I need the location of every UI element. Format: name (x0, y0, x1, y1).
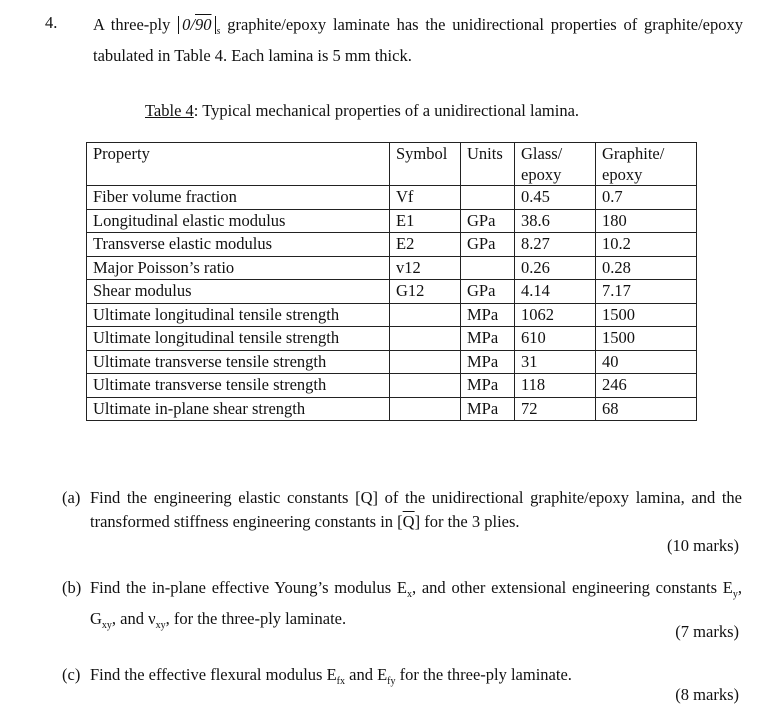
cell-symbol: G12 (390, 280, 461, 304)
part-c-text-3: for the three-ply laminate. (395, 665, 572, 684)
header-units: Units (461, 143, 515, 186)
header-graphite-epoxy (596, 143, 697, 186)
part-c-marks: (8 marks) (675, 685, 739, 704)
cell-glass: 8.27 (515, 233, 596, 257)
part-a-label: (a) (62, 488, 81, 507)
cell-property: Shear modulus (87, 280, 390, 304)
cell-units: MPa (461, 374, 515, 398)
cell-units (461, 186, 515, 210)
cell-glass: 1062 (515, 303, 596, 327)
part-b-text-1: Find the in-plane effective Young’s modulus E (90, 578, 407, 597)
header-glass-line2: epoxy (521, 165, 562, 184)
part-a-text-after: ] for the 3 plies. (414, 512, 520, 531)
table-row (87, 280, 697, 304)
cell-units: MPa (461, 350, 515, 374)
layup-subscript: s (216, 26, 221, 37)
header-property: Property (87, 143, 390, 186)
table-caption-label: Table 4 (145, 101, 194, 120)
cell-property: Fiber volume fraction (87, 186, 390, 210)
cell-property: Transverse elastic modulus (87, 233, 390, 257)
cell-property: Ultimate longitudinal tensile strength (87, 327, 390, 351)
cell-units (461, 256, 515, 280)
part-c-sub-1: fx (336, 676, 346, 687)
layup-plies: 0/90 (182, 15, 212, 34)
part-b-sub-4: xy (155, 620, 166, 631)
part-b-sub-2: y (732, 589, 738, 600)
cell-glass: 0.26 (515, 256, 596, 280)
cell-property: Ultimate in-plane shear strength (87, 397, 390, 421)
table-row (87, 303, 697, 327)
table-row (87, 209, 697, 233)
cell-graphite: 40 (596, 350, 697, 374)
cell-symbol: v12 (390, 256, 461, 280)
table-caption (145, 101, 579, 121)
cell-glass: 72 (515, 397, 596, 421)
part-b-marks: (7 marks) (675, 622, 739, 641)
table-row (87, 397, 697, 421)
cell-symbol (390, 327, 461, 351)
cell-units: GPa (461, 233, 515, 257)
part-c-label: (c) (62, 665, 81, 684)
part-b-label: (b) (62, 578, 82, 597)
cell-glass: 31 (515, 350, 596, 374)
part-b-text-2: , and other extensional engineering constants E (411, 578, 733, 597)
cell-symbol (390, 350, 461, 374)
part-c-text-2: and E (345, 665, 388, 684)
table-header-row (87, 143, 697, 186)
part-c-sub-2: fy (387, 676, 396, 687)
cell-symbol: Vf (390, 186, 461, 210)
part-b-text-3: , G (90, 578, 742, 628)
cell-glass: 0.45 (515, 186, 596, 210)
properties-table (86, 142, 697, 421)
cell-property: Major Poisson’s ratio (87, 256, 390, 280)
cell-graphite: 246 (596, 374, 697, 398)
part-b-sub-1: x (406, 589, 412, 600)
header-symbol: Symbol (390, 143, 461, 186)
cell-symbol (390, 397, 461, 421)
cell-glass: 4.14 (515, 280, 596, 304)
table-row (87, 186, 697, 210)
cell-property: Ultimate transverse tensile strength (87, 350, 390, 374)
cell-units: MPa (461, 327, 515, 351)
part-a-marks: (10 marks) (667, 536, 739, 555)
cell-symbol: E2 (390, 233, 461, 257)
table-row (87, 374, 697, 398)
layup-notation (178, 16, 215, 34)
cell-units: MPa (461, 397, 515, 421)
cell-symbol: E1 (390, 209, 461, 233)
part-c (62, 663, 742, 694)
part-a-text (90, 486, 742, 534)
cell-units: GPa (461, 209, 515, 233)
table-caption-text: : Typical mechanical properties of a unidirectional lamina. (193, 101, 580, 120)
table-row (87, 233, 697, 257)
part-a-text-before: Find the engineering elastic constants [Q] of the unidirectional graphite/epoxy lamina, and the transformed stiffness engineering constants in [ (90, 488, 742, 531)
cell-symbol (390, 303, 461, 327)
cell-units: GPa (461, 280, 515, 304)
part-b (62, 576, 742, 638)
header-graphite-line1: Graphite/ (602, 144, 665, 163)
part-a-qbar: $\overline{Q}$ (402, 512, 415, 531)
cell-property: Longitudinal elastic modulus (87, 209, 390, 233)
part-c-text (90, 663, 742, 694)
cell-graphite: 1500 (596, 303, 697, 327)
cell-graphite: 10.2 (596, 233, 697, 257)
cell-glass: 118 (515, 374, 596, 398)
cell-units: MPa (461, 303, 515, 327)
cell-glass: 610 (515, 327, 596, 351)
cell-graphite: 7.17 (596, 280, 697, 304)
part-b-text-5: , for the three-ply laminate. (165, 609, 347, 628)
part-c-text-1: Find the effective flexural modulus E (90, 665, 337, 684)
part-b-text-4: , and ν (111, 609, 156, 628)
header-graphite-line2: epoxy (602, 165, 643, 184)
table-row (87, 350, 697, 374)
cell-glass: 38.6 (515, 209, 596, 233)
header-glass-epoxy (515, 143, 596, 186)
intro-prefix: A three-ply (93, 15, 171, 34)
part-b-text (90, 576, 742, 638)
question-number: 4. (45, 13, 58, 32)
table-row (87, 256, 697, 280)
cell-graphite: 1500 (596, 327, 697, 351)
intro-rest: graphite/epoxy laminate has the unidirectional properties of graphite/epoxy tabulated in Table 4. Each lamina is 5 mm thick. (93, 15, 744, 65)
cell-graphite: 68 (596, 397, 697, 421)
cell-symbol (390, 374, 461, 398)
part-a (62, 486, 742, 534)
cell-property: Ultimate transverse tensile strength (87, 374, 390, 398)
header-glass-line1: Glass/ (521, 144, 563, 163)
part-b-sub-3: xy (101, 620, 112, 631)
cell-graphite: 0.7 (596, 186, 697, 210)
cell-graphite: 0.28 (596, 256, 697, 280)
question-intro (93, 13, 743, 68)
cell-property: Ultimate longitudinal tensile strength (87, 303, 390, 327)
cell-graphite: 180 (596, 209, 697, 233)
table-row (87, 327, 697, 351)
